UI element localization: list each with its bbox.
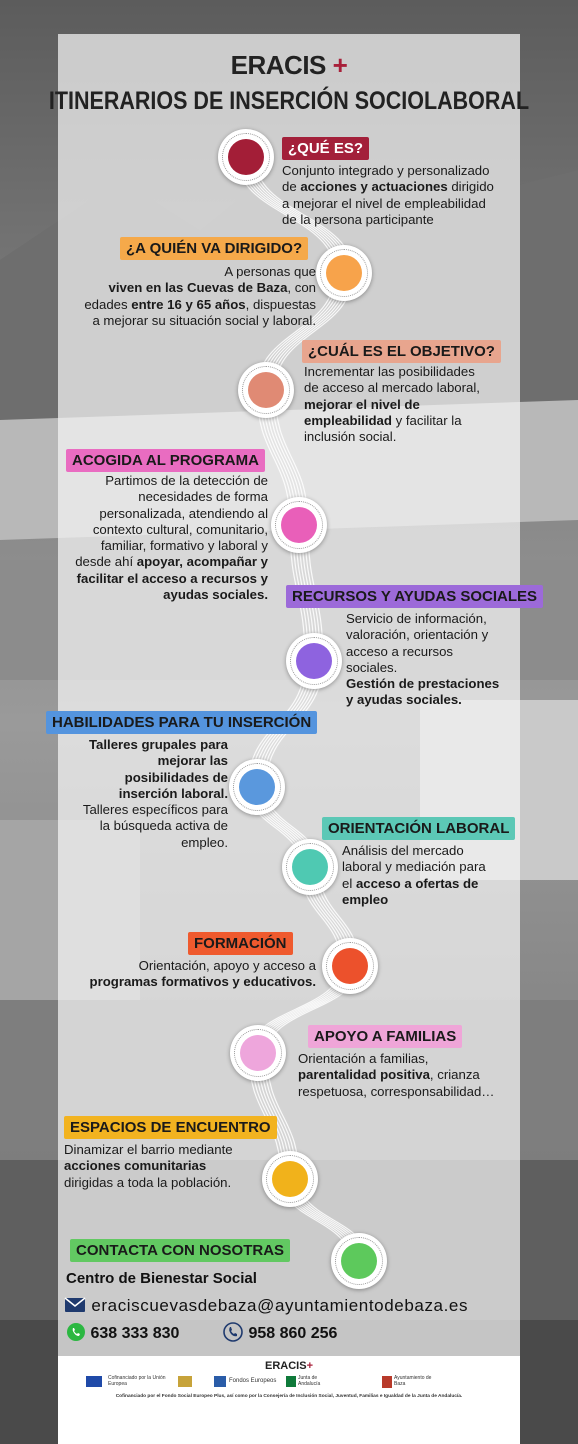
habilidades-para-tu-insercion-dot — [239, 769, 275, 805]
section-tag-recursos-y-ayudas-sociales: RECURSOS Y AYUDAS SOCIALES — [286, 585, 543, 608]
footer-credit: Cofinanciado por el Fondo Social Europeo Plus, así como por la Consejería de Inclusión Social, Juventud, Familias e Igualdad de la Junta de Andalucía. — [115, 1394, 463, 1399]
text-line — [58, 802, 228, 818]
text-plain: a mejorar el nivel de empleabilidad — [282, 195, 486, 211]
text-plain: Partimos de la detección de — [105, 473, 268, 488]
text-line — [58, 818, 228, 834]
section-text-espacios-de-encuentro — [64, 1142, 264, 1191]
section-tag-contacta-con-nosotras: CONTACTA CON NOSOTRAS — [70, 1239, 290, 1262]
text-line — [58, 835, 228, 851]
text-plain: contexto cultural, comunitario, — [92, 521, 268, 537]
text-line — [58, 587, 268, 603]
text-line — [64, 1175, 264, 1191]
orientacion-laboral-circle — [282, 839, 338, 895]
section-text-orientacion-laboral — [342, 843, 522, 908]
baza-shield-icon — [382, 1376, 392, 1388]
habilidades-para-tu-insercion-circle — [229, 759, 285, 815]
recursos-y-ayudas-sociales-dot — [296, 643, 332, 679]
text-line — [304, 413, 514, 429]
text-line — [58, 753, 228, 769]
a-quien-va-dirigido-dot — [326, 255, 362, 291]
section-text-habilidades-para-tu-insercion — [58, 737, 228, 851]
text-bold: mejorar el nivel de — [304, 396, 420, 412]
recursos-y-ayudas-sociales-circle — [286, 633, 342, 689]
text-line — [342, 876, 522, 892]
text-bold: posibilidades de — [124, 769, 228, 785]
text-plain: Conjunto integrado y personalizado — [282, 163, 490, 178]
text-plain: a mejorar su situación social y laboral. — [92, 312, 316, 328]
text-line — [346, 676, 516, 692]
text-plain: personalizada, atendiendo al — [99, 505, 268, 521]
text-line — [58, 506, 268, 522]
section-tag-apoyo-a-familias: APOYO A FAMILIAS — [308, 1025, 462, 1048]
contact-phone[interactable]: 958 860 256 — [248, 1325, 338, 1342]
page-title: ITINERARIOS DE INSERCIÓN SOCIOLABORAL — [48, 87, 530, 115]
text-line — [346, 627, 516, 643]
text-bold: empleabilidad — [304, 412, 392, 428]
contact-whatsapp[interactable]: 638 333 830 — [90, 1325, 180, 1342]
text-bold: mejorar las — [157, 753, 228, 769]
section-text-acogida-al-programa — [58, 473, 268, 603]
orientacion-laboral-dot — [292, 849, 328, 885]
text-plain: sociales. — [346, 659, 398, 675]
text-bold: programas formativos y educativos. — [89, 974, 316, 990]
text-plain: , dispuestas — [245, 296, 316, 312]
footer-brand: ERACIS+ — [265, 1360, 313, 1372]
section-text-recursos-y-ayudas-sociales — [346, 611, 516, 709]
text-bold: empleo — [342, 891, 389, 907]
que-es-dot — [228, 139, 264, 175]
envelope-icon — [64, 1297, 86, 1313]
text-plain: dirigidas a toda la población. — [64, 1174, 232, 1190]
text-line — [346, 644, 516, 660]
contact-email[interactable]: eraciscuevasdebaza@ayuntamientodebaza.es — [91, 1296, 469, 1315]
text-line — [58, 958, 316, 974]
text-plain: familiar, formativo y laboral y — [100, 538, 268, 554]
section-text-cual-es-el-objetivo — [304, 364, 514, 445]
text-bold: y ayudas sociales. — [346, 692, 462, 708]
text-plain: edades — [84, 296, 132, 312]
text-plain: , crianza — [429, 1067, 480, 1083]
text-line — [58, 297, 316, 313]
text-plain: Orientación, apoyo y acceso a — [138, 958, 316, 973]
text-plain: dirigido — [447, 179, 494, 195]
cual-es-el-objetivo-circle — [238, 362, 294, 418]
contacta-con-nosotras-dot — [341, 1243, 377, 1279]
text-plain: la búsqueda activa de — [99, 818, 228, 834]
text-line — [282, 212, 522, 228]
text-line — [58, 571, 268, 587]
text-line — [346, 611, 516, 627]
section-text-formacion — [58, 958, 316, 991]
text-plain: de la persona participante — [282, 211, 434, 227]
text-line — [58, 264, 316, 280]
text-line — [58, 538, 268, 554]
logo-eu: Cofinanciado por la Unión Europea — [108, 1375, 166, 1387]
text-plain: laboral y mediación para — [342, 859, 486, 875]
text-line — [304, 380, 514, 396]
section-text-apoyo-a-familias — [298, 1051, 518, 1100]
text-plain: necesidades de forma — [138, 489, 268, 505]
text-bold: acciones comunitarias — [64, 1158, 207, 1174]
text-bold: facilitar el acceso a recursos y — [76, 570, 268, 586]
brand-logo: ERACIS + — [230, 50, 348, 80]
contacta-con-nosotras-circle — [331, 1233, 387, 1289]
text-plain: el — [342, 875, 356, 891]
espacios-de-encuentro-dot — [272, 1161, 308, 1197]
text-plain: Dinamizar el barrio mediante — [64, 1142, 233, 1157]
text-bold: Talleres grupales para — [88, 737, 228, 752]
text-plain: desde ahí — [75, 554, 137, 570]
text-line — [282, 179, 522, 195]
whatsapp-icon — [66, 1322, 86, 1342]
text-line — [64, 1142, 264, 1158]
text-line — [58, 554, 268, 570]
fondos-europeos-icon — [214, 1376, 226, 1387]
a-quien-va-dirigido-circle — [316, 245, 372, 301]
text-line — [58, 489, 268, 505]
acogida-al-programa-circle — [271, 497, 327, 553]
cual-es-el-objetivo-dot — [248, 372, 284, 408]
logo-fondos: Fondos Europeos — [229, 1378, 277, 1384]
text-line — [346, 692, 516, 708]
section-tag-que-es: ¿QUÉ ES? — [282, 137, 369, 160]
text-plain: empleo. — [181, 834, 228, 850]
text-bold: ayudas sociales. — [163, 587, 268, 603]
text-line — [298, 1084, 518, 1100]
que-es-circle — [218, 129, 274, 185]
text-line — [58, 280, 316, 296]
text-line — [304, 429, 514, 445]
text-plain: y facilitar la — [391, 412, 462, 428]
text-plain: Servicio de información, — [346, 611, 487, 626]
apoyo-a-familias-dot — [240, 1035, 276, 1071]
text-line — [282, 163, 522, 179]
text-plain: respetuosa, corresponsabilidad… — [298, 1083, 495, 1099]
text-line — [58, 522, 268, 538]
logo-junta: Junta de Andalucía — [298, 1375, 321, 1387]
text-bold: inserción laboral. — [118, 785, 228, 801]
text-line — [298, 1067, 518, 1083]
logo-baza: Ayuntamiento de Baza — [394, 1375, 432, 1387]
text-line — [282, 196, 522, 212]
text-bold: Gestión de prestaciones — [346, 676, 500, 692]
text-bold: apoyar, acompañar y — [136, 554, 268, 570]
contact-center: Centro de Bienestar Social — [66, 1270, 257, 1287]
text-line — [342, 843, 522, 859]
text-line — [58, 473, 268, 489]
section-tag-a-quien-va-dirigido: ¿A QUIÉN VA DIRIGIDO? — [120, 237, 308, 260]
section-tag-acogida-al-programa: ACOGIDA AL PROGRAMA — [66, 449, 265, 472]
text-bold: viven en las Cuevas de Baza — [108, 280, 288, 296]
espacios-de-encuentro-circle — [262, 1151, 318, 1207]
text-line — [58, 786, 228, 802]
footer — [58, 1356, 520, 1444]
text-line — [298, 1051, 518, 1067]
text-plain: A personas que — [224, 264, 316, 279]
eu-flag-icon — [86, 1376, 102, 1387]
text-plain: Orientación a familias, — [298, 1051, 429, 1066]
section-text-que-es — [282, 163, 522, 228]
section-tag-espacios-de-encuentro: ESPACIOS DE ENCUENTRO — [64, 1116, 277, 1139]
text-plain: Análisis del mercado — [342, 843, 464, 858]
formacion-dot — [332, 948, 368, 984]
text-bold: parentalidad positiva — [298, 1067, 430, 1083]
text-line — [342, 892, 522, 908]
text-line — [58, 737, 228, 753]
text-plain: de — [282, 179, 301, 195]
contact-email-row[interactable] — [64, 1296, 468, 1316]
formacion-circle — [322, 938, 378, 994]
junta-icon — [286, 1376, 296, 1387]
text-line — [346, 660, 516, 676]
apoyo-a-familias-circle — [230, 1025, 286, 1081]
spain-shield-icon — [178, 1376, 192, 1387]
section-tag-orientacion-laboral: ORIENTACIÓN LABORAL — [322, 817, 515, 840]
text-plain: , con — [287, 280, 316, 296]
acogida-al-programa-dot — [281, 507, 317, 543]
section-tag-cual-es-el-objetivo: ¿CUÁL ES EL OBJETIVO? — [302, 340, 501, 363]
contact-phone-row[interactable] — [222, 1322, 337, 1343]
text-line — [58, 770, 228, 786]
section-tag-formacion: FORMACIÓN — [188, 932, 293, 955]
text-plain: Incrementar las posibilidades — [304, 364, 475, 379]
text-plain: inclusión social. — [304, 429, 397, 445]
text-bold: acciones y actuaciones — [300, 179, 448, 195]
text-plain: de acceso al mercado laboral, — [304, 380, 480, 396]
phone-icon — [222, 1322, 244, 1342]
text-bold: acceso a ofertas de — [355, 875, 479, 891]
text-line — [342, 859, 522, 875]
text-plain: valoración, orientación y — [346, 627, 489, 643]
section-tag-habilidades-para-tu-insercion: HABILIDADES PARA TU INSERCIÓN — [46, 711, 317, 734]
text-line — [304, 397, 514, 413]
text-line — [304, 364, 514, 380]
text-plain: acceso a recursos — [346, 643, 454, 659]
text-line — [58, 974, 316, 990]
text-bold: entre 16 y 65 años — [131, 296, 246, 312]
text-line — [64, 1158, 264, 1174]
contact-whatsapp-row[interactable] — [66, 1322, 179, 1343]
section-text-a-quien-va-dirigido — [58, 264, 316, 329]
text-line — [58, 313, 316, 329]
text-plain: Talleres específicos para — [82, 802, 228, 818]
